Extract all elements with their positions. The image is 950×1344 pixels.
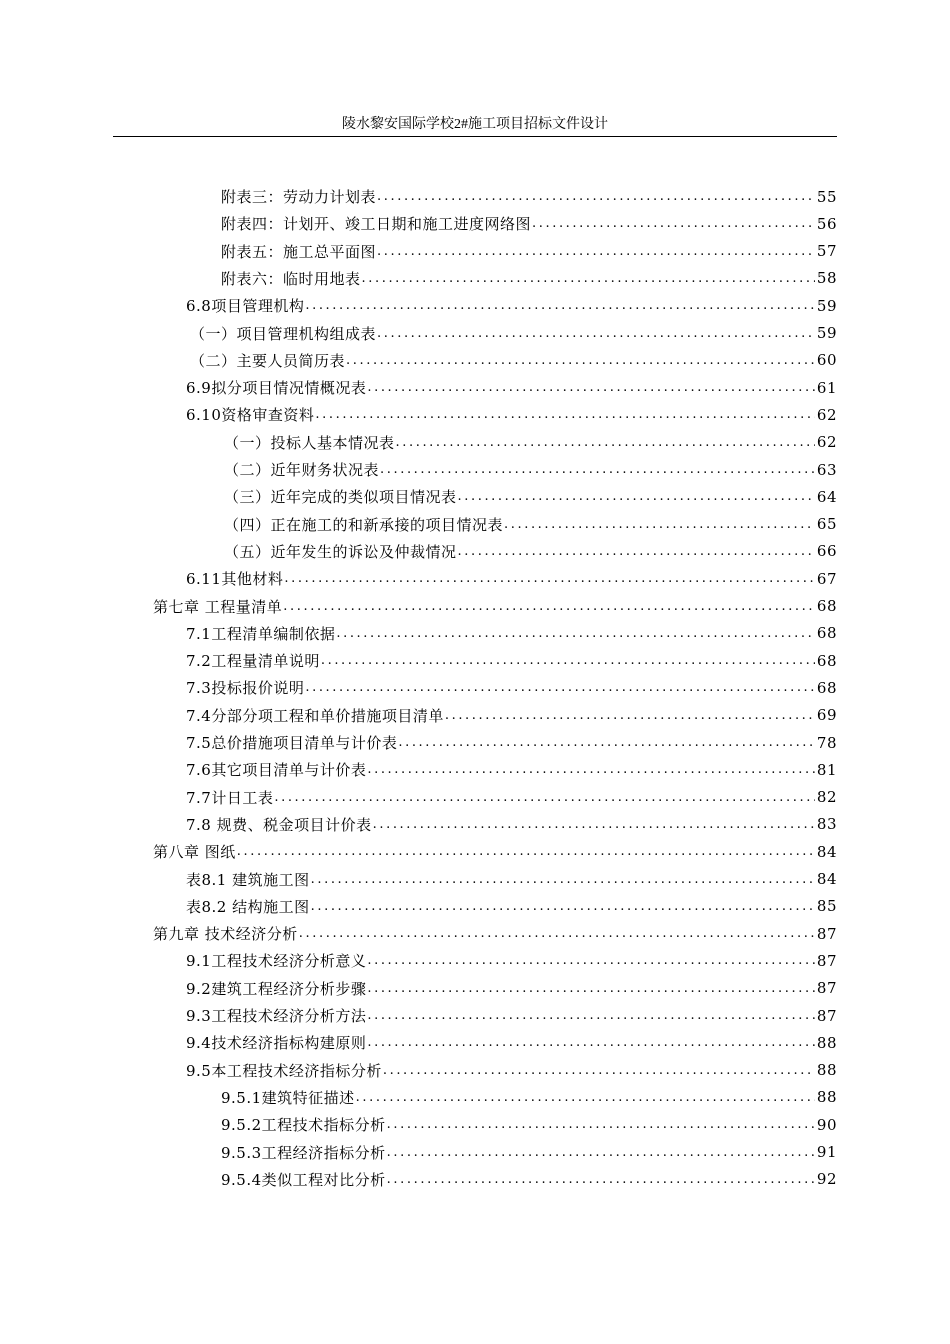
toc-entry[interactable]	[186, 947, 837, 974]
toc-entry[interactable]	[221, 210, 837, 237]
toc-entry-page: 68	[816, 678, 837, 697]
toc-dot-leader	[237, 844, 815, 859]
toc-entry-title: 7.3投标报价说明	[186, 679, 305, 698]
header-rule	[113, 136, 837, 137]
toc-entry[interactable]	[186, 702, 837, 729]
toc-dot-leader	[377, 244, 815, 259]
toc-dot-leader	[284, 571, 815, 586]
toc-dot-leader	[311, 872, 815, 887]
toc-entry-title: 第七章 工程量清单	[153, 597, 283, 616]
toc-entry-title: 6.10资格审查资料	[186, 406, 315, 425]
toc-entry-page: 58	[816, 269, 837, 288]
toc-entry-title: 第八章 图纸	[153, 843, 236, 862]
toc-entry-page: 87	[816, 1006, 837, 1025]
toc-entry-title: （一）投标人基本情况表	[224, 433, 395, 452]
toc-entry-title: 7.6其它项目清单与计价表	[186, 761, 367, 780]
toc-entry-title: 9.2建筑工程经济分析步骤	[186, 979, 367, 998]
toc-entry[interactable]	[186, 374, 837, 401]
running-header: 陵水黎安国际学校2#施工项目招标文件设计	[342, 117, 608, 132]
toc-entry[interactable]	[190, 347, 837, 374]
toc-entry-title: 附表五：施工总平面图	[221, 242, 377, 261]
toc-entry[interactable]	[186, 565, 837, 592]
toc-entry-page: 68	[816, 624, 837, 643]
toc-entry-title: 7.5总价措施项目清单与计价表	[186, 734, 398, 752]
toc-entry-title: 9.5本工程技术经济指标分析	[186, 1061, 382, 1080]
toc-entry-page: 59	[816, 324, 837, 342]
toc-dot-leader	[387, 1117, 815, 1132]
toc-entry[interactable]	[186, 975, 837, 1002]
toc-dot-leader	[362, 271, 815, 286]
toc-entry-title: 7.1工程清单编制依据	[186, 624, 336, 643]
toc-entry-title: 6.8项目管理机构	[186, 297, 305, 316]
toc-entry-title: 7.8 规费、税金项目计价表	[186, 815, 372, 834]
toc-dot-leader	[445, 708, 815, 723]
toc-dot-leader	[398, 735, 815, 750]
toc-entry-page: 87	[816, 951, 837, 970]
toc-entry[interactable]	[186, 674, 837, 701]
toc-entry-page: 55	[816, 187, 837, 206]
toc-entry-title: 9.5.3工程经济指标分析	[221, 1143, 386, 1162]
toc-entry-title: 9.3工程技术经济分析方法	[186, 1007, 367, 1025]
toc-entry-title: 表8.2 结构施工图	[186, 897, 310, 916]
toc-dot-leader	[367, 1035, 815, 1050]
toc-entry[interactable]	[186, 1029, 837, 1056]
toc-entry-page: 67	[816, 569, 837, 588]
toc-entry-title: 9.5.1建筑特征描述	[221, 1088, 355, 1107]
toc-dot-leader	[367, 981, 815, 996]
toc-entry-title: （一）项目管理机构组成表	[190, 324, 377, 343]
toc-entry-page: 82	[816, 788, 837, 807]
toc-entry-page: 61	[816, 378, 837, 397]
toc-entry-page: 59	[816, 296, 837, 315]
toc-entry-title: 第九章 技术经济分析	[153, 925, 298, 944]
toc-entry-title: （二）主要人员简历表	[190, 351, 346, 370]
toc-entry-title: 7.2工程量清单说明	[186, 652, 320, 671]
toc-entry-page: 68	[816, 597, 837, 615]
toc-entry-page: 68	[816, 651, 837, 670]
toc-entry-page: 88	[816, 1061, 837, 1080]
toc-entry-title: 9.4技术经济指标构建原则	[186, 1034, 367, 1053]
toc-dot-leader	[458, 489, 815, 504]
toc-entry-title: 附表四：计划开、竣工日期和施工进度网络图	[221, 215, 532, 234]
toc-entry[interactable]	[186, 1057, 837, 1084]
toc-dot-leader	[305, 680, 815, 695]
toc-entry[interactable]	[186, 647, 837, 674]
toc-dot-leader	[356, 1090, 815, 1105]
toc-entry-page: 84	[816, 870, 837, 888]
toc-entry[interactable]	[221, 183, 837, 210]
toc-entry[interactable]	[221, 1139, 837, 1166]
toc-dot-leader	[387, 1172, 815, 1187]
toc-entry[interactable]	[186, 729, 837, 756]
toc-entry[interactable]	[186, 784, 837, 811]
toc-entry[interactable]	[153, 593, 837, 620]
toc-entry[interactable]	[224, 429, 837, 456]
toc-dot-leader	[315, 407, 815, 422]
toc-entry-page: 62	[816, 433, 837, 452]
toc-entry[interactable]	[186, 866, 837, 893]
toc-dot-leader	[336, 626, 815, 641]
toc-entry-page: 84	[816, 842, 837, 861]
toc-entry[interactable]	[190, 320, 837, 347]
toc-dot-leader	[373, 817, 815, 832]
toc-entry-title: 附表三：劳动力计划表	[221, 188, 377, 206]
toc-entry-page: 64	[816, 487, 837, 506]
toc-entry[interactable]	[221, 238, 837, 265]
toc-dot-leader	[380, 462, 815, 477]
toc-entry-title: 表8.1 建筑施工图	[186, 870, 310, 889]
toc-entry-page: 87	[816, 924, 837, 943]
toc-entry[interactable]	[186, 756, 837, 783]
toc-entry-title: 9.5.4类似工程对比分析	[221, 1170, 386, 1189]
toc-dot-leader	[504, 517, 815, 532]
toc-dot-leader	[396, 435, 815, 450]
toc-entry-page: 90	[816, 1115, 837, 1134]
toc-dot-leader	[367, 953, 815, 968]
toc-entry-title: 9.1工程技术经济分析意义	[186, 952, 367, 971]
toc-entry[interactable]	[186, 1002, 837, 1029]
toc-entry[interactable]	[221, 1166, 837, 1193]
toc-entry-page: 92	[816, 1170, 837, 1189]
toc-dot-leader	[311, 899, 815, 914]
toc-dot-leader	[458, 544, 815, 559]
toc-dot-leader	[305, 298, 815, 313]
toc-dot-leader	[321, 653, 815, 668]
toc-entry-title: （四）正在施工的和新承接的项目情况表	[224, 515, 504, 534]
toc-entry-page: 65	[816, 515, 837, 534]
toc-entry-title: 7.4分部分项工程和单价措施项目清单	[186, 706, 444, 725]
toc-entry[interactable]	[153, 838, 837, 865]
toc-entry[interactable]	[224, 511, 837, 538]
toc-entry[interactable]	[186, 292, 837, 319]
toc-entry[interactable]	[153, 920, 837, 947]
toc-entry-page: 88	[816, 1088, 837, 1107]
toc-entry-page: 57	[816, 242, 837, 261]
toc-entry-page: 78	[816, 733, 837, 752]
toc-entry-title: （五）近年发生的诉讼及仲裁情况	[224, 542, 457, 561]
toc-dot-leader	[367, 380, 815, 395]
toc-dot-leader	[346, 353, 815, 368]
toc-entry-page: 62	[816, 405, 837, 424]
toc-dot-leader	[377, 189, 815, 204]
toc-dot-leader	[299, 926, 815, 941]
toc-entry-page: 91	[816, 1143, 837, 1161]
toc-entry-title: （三）近年完成的类似项目情况表	[224, 488, 457, 507]
toc-entry[interactable]	[186, 620, 837, 647]
toc-entry-page: 56	[816, 214, 837, 233]
toc-entry[interactable]	[186, 893, 837, 920]
toc-entry-page: 63	[816, 460, 837, 479]
toc-entry-page: 69	[816, 706, 837, 725]
toc-entry[interactable]	[221, 1084, 837, 1111]
toc-dot-leader	[274, 790, 815, 805]
toc-entry-title: 9.5.2工程技术指标分析	[221, 1116, 386, 1135]
toc-entry-title: 6.11其他材料	[186, 570, 284, 589]
toc-entry[interactable]	[221, 1111, 837, 1138]
toc-dot-leader	[383, 1063, 815, 1078]
toc-entry[interactable]	[224, 538, 837, 565]
toc-entry-page: 81	[816, 760, 837, 779]
toc-entry-page: 85	[816, 897, 837, 916]
toc-entry-page: 83	[816, 815, 837, 834]
toc-dot-leader	[367, 1008, 815, 1023]
toc-entry-title: 7.7计日工表	[186, 788, 274, 807]
toc-entry[interactable]	[186, 811, 837, 838]
toc-entry-title: 附表六：临时用地表	[221, 269, 361, 288]
toc-entry[interactable]	[224, 456, 837, 483]
toc-entry[interactable]	[186, 401, 837, 428]
toc-dot-leader	[532, 216, 815, 231]
toc-entry-title: （二）近年财务状况表	[224, 461, 380, 479]
toc-dot-leader	[377, 326, 815, 341]
toc-dot-leader	[367, 762, 815, 777]
toc-entry[interactable]	[221, 265, 837, 292]
toc-entry-page: 60	[816, 351, 837, 370]
toc-entry-title: 6.9拟分项目情况情概况表	[186, 379, 367, 398]
toc-entry-page: 87	[816, 979, 837, 998]
toc-entry-page: 88	[816, 1033, 837, 1052]
toc-entry[interactable]	[224, 483, 837, 510]
toc-dot-leader	[283, 599, 815, 614]
toc-entry-page: 66	[816, 542, 837, 561]
toc-dot-leader	[387, 1145, 815, 1160]
